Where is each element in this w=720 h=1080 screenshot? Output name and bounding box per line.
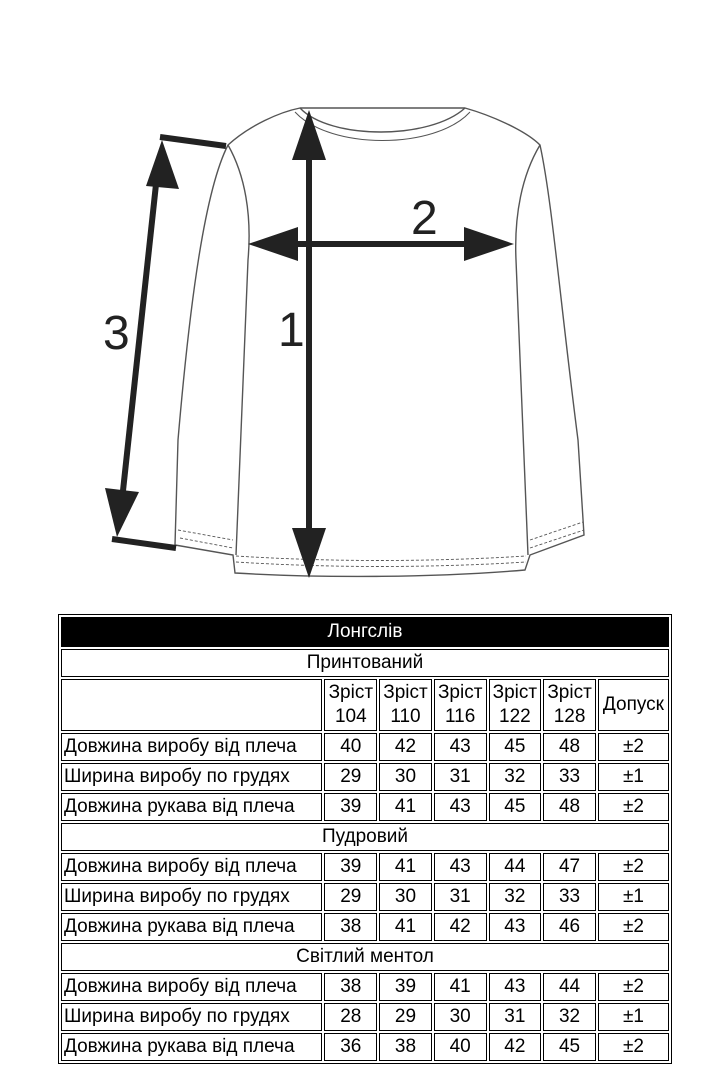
header-tolerance: Допуск: [598, 679, 669, 731]
row-label: Ширина виробу по грудях: [61, 1003, 322, 1031]
group-name: Принтований: [61, 649, 669, 677]
value-cell: 28: [324, 1003, 377, 1031]
table-row: [61, 1033, 669, 1061]
value-cell: 32: [489, 763, 542, 791]
value-cell: 32: [543, 1003, 596, 1031]
row-label: Довжина рукава від плеча: [61, 793, 322, 821]
value-cell: 43: [489, 973, 542, 1001]
longsleeve-outline: [175, 108, 584, 576]
row-label: Довжина рукава від плеча: [61, 1033, 322, 1061]
header-size-value: 122: [499, 706, 531, 727]
table-row: [61, 793, 669, 821]
tolerance-cell: ±2: [598, 733, 669, 761]
value-cell: 38: [379, 1033, 432, 1061]
value-cell: 45: [489, 733, 542, 761]
header-size-word: Зріст: [437, 682, 483, 703]
value-cell: 42: [434, 913, 487, 941]
row-label: Довжина виробу від плеча: [61, 973, 322, 1001]
row-label: Довжина виробу від плеча: [61, 853, 322, 881]
header-size-cell: [324, 679, 377, 731]
tolerance-cell: ±2: [598, 973, 669, 1001]
table-row: [61, 973, 669, 1001]
table-header-row: [61, 679, 669, 731]
group-row: [61, 649, 669, 677]
value-cell: 48: [543, 733, 596, 761]
tolerance-cell: ±2: [598, 793, 669, 821]
header-size-value: 116: [445, 706, 476, 727]
value-cell: 47: [543, 853, 596, 881]
group-name: Пудровий: [61, 823, 669, 851]
value-cell: 39: [324, 793, 377, 821]
value-cell: 29: [379, 1003, 432, 1031]
value-cell: 30: [379, 763, 432, 791]
value-cell: 41: [379, 853, 432, 881]
size-chart-table: [58, 614, 672, 1064]
row-label: Довжина рукава від плеча: [61, 913, 322, 941]
row-label: Довжина виробу від плеча: [61, 733, 322, 761]
value-cell: 39: [379, 973, 432, 1001]
header-size-word: Зріст: [383, 682, 428, 703]
value-cell: 29: [324, 763, 377, 791]
header-size-word: Зріст: [492, 682, 538, 703]
value-cell: 44: [543, 973, 596, 1001]
value-cell: 41: [434, 973, 487, 1001]
value-cell: 31: [489, 1003, 542, 1031]
row-label: Ширина виробу по грудях: [61, 883, 322, 911]
value-cell: 36: [324, 1033, 377, 1061]
value-cell: 44: [489, 853, 542, 881]
dimension-label-sleeve: 3: [103, 307, 130, 360]
value-cell: 40: [434, 1033, 487, 1061]
header-size-cell: [379, 679, 432, 731]
value-cell: 42: [489, 1033, 542, 1061]
value-cell: 48: [543, 793, 596, 821]
table-row: [61, 733, 669, 761]
table-row: [61, 913, 669, 941]
value-cell: 30: [379, 883, 432, 911]
value-cell: 41: [379, 793, 432, 821]
dimension-label-length: 1: [278, 304, 305, 357]
header-empty-cell: [61, 679, 322, 731]
value-cell: 46: [543, 913, 596, 941]
value-cell: 31: [434, 883, 487, 911]
header-size-cell: [489, 679, 542, 731]
value-cell: 31: [434, 763, 487, 791]
row-label: Ширина виробу по грудях: [61, 763, 322, 791]
tolerance-cell: ±2: [598, 913, 669, 941]
value-cell: 43: [434, 793, 487, 821]
value-cell: 38: [324, 973, 377, 1001]
table-row: [61, 1003, 669, 1031]
group-row: [61, 943, 669, 971]
table-title-row: [61, 617, 669, 647]
table-row: [61, 853, 669, 881]
header-size-word: Зріст: [328, 682, 374, 703]
header-size-word: Зріст: [547, 682, 592, 703]
value-cell: 43: [489, 913, 542, 941]
header-size-value: 104: [334, 706, 367, 727]
value-cell: 32: [489, 883, 542, 911]
value-cell: 33: [543, 883, 596, 911]
value-cell: 30: [434, 1003, 487, 1031]
value-cell: 40: [324, 733, 377, 761]
dimension-label-width: 2: [411, 192, 438, 245]
tolerance-cell: ±2: [598, 1033, 669, 1061]
value-cell: 41: [379, 913, 432, 941]
group-row: [61, 823, 669, 851]
tolerance-cell: ±1: [598, 763, 669, 791]
header-size-cell: [434, 679, 487, 731]
header-size-value: 128: [553, 706, 586, 727]
value-cell: 29: [324, 883, 377, 911]
value-cell: 45: [489, 793, 542, 821]
group-name: Світлий ментол: [61, 943, 669, 971]
tolerance-cell: ±2: [598, 853, 669, 881]
dimension-arrows: [105, 110, 514, 578]
value-cell: 45: [543, 1033, 596, 1061]
value-cell: 39: [324, 853, 377, 881]
value-cell: 43: [434, 853, 487, 881]
value-cell: 33: [543, 763, 596, 791]
tolerance-cell: ±1: [598, 1003, 669, 1031]
header-size-cell: [543, 679, 596, 731]
value-cell: 43: [434, 733, 487, 761]
tolerance-cell: ±1: [598, 883, 669, 911]
table-row: [61, 763, 669, 791]
table-title: Лонгслів: [61, 617, 669, 647]
header-size-value: 110: [390, 706, 421, 727]
table-row: [61, 883, 669, 911]
value-cell: 42: [379, 733, 432, 761]
value-cell: 38: [324, 913, 377, 941]
